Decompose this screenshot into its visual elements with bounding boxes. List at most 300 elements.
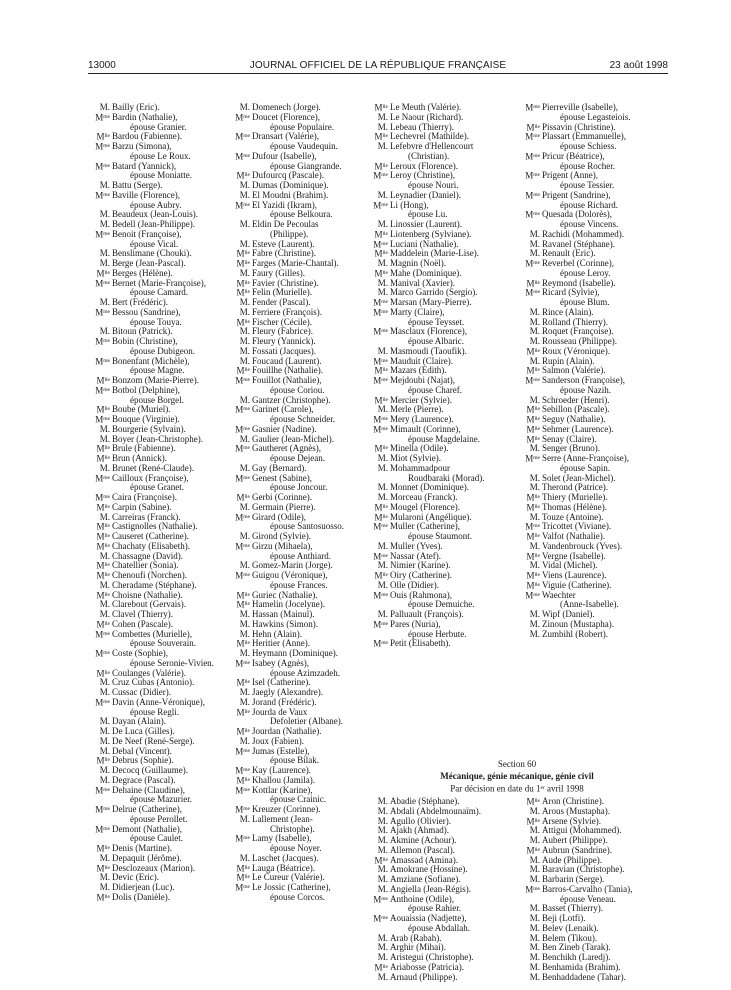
honorific: $M^{me}$: [525, 102, 540, 113]
honorific: M.: [529, 618, 540, 629]
honorific: $M^{lle}$: [526, 434, 540, 444]
person-name: Dolis (Danièle).: [112, 891, 170, 902]
person-name: Combettes (Murielle),: [112, 628, 192, 639]
honorific: $M^{me}$: [373, 638, 388, 649]
honorific: $M^{me}$: [373, 356, 388, 366]
honorific: M.: [529, 394, 540, 405]
honorific: $M^{lle}$: [236, 677, 250, 688]
person-name: épouse Schiess.: [560, 141, 617, 151]
person-name: Farges (Marie-Chantal).: [252, 258, 339, 268]
person-name: épouse Caulet.: [130, 833, 183, 844]
honorific: M.: [377, 971, 388, 982]
honorific: M.: [529, 511, 540, 522]
person-name: épouse Anthiard.: [270, 550, 331, 561]
person-name: Marsan (Mary-Pierre).: [390, 297, 472, 307]
honorific: M.: [239, 648, 250, 658]
honorific: $M^{lle}$: [236, 317, 250, 327]
person-name: Chatellier (Sonia).: [112, 560, 179, 571]
honorific: M.: [377, 141, 388, 151]
honorific: M.: [239, 560, 250, 571]
honorific: M.: [239, 336, 250, 346]
person-name: Felin (Murielle).: [252, 287, 312, 298]
person-name: Benhamida (Brahim).: [542, 961, 621, 972]
honorific: $M^{lle}$: [374, 131, 388, 142]
section-title: Section 60: [497, 759, 537, 769]
person-name: épouse Magne.: [130, 365, 185, 376]
person-name: Girond (Sylvie).: [252, 531, 311, 541]
honorific: $M^{lle}$: [96, 131, 110, 142]
person-name: Prigent (Sandrine),: [542, 189, 611, 200]
person-name: Leynadier (Daniel).: [390, 189, 461, 200]
honorific: M.: [529, 628, 540, 639]
person-name: Degrace (Pascal).: [112, 774, 176, 785]
person-name: Foucaud (Laurent).: [252, 355, 322, 366]
person-name: Carpin (Sabine).: [112, 501, 172, 512]
person-name: Defoletier (Albane).: [270, 716, 343, 727]
person-name: Tricottet (Viviane).: [542, 521, 612, 532]
person-name: Therond (Patrice).: [542, 482, 608, 493]
person-name: Boube (Muriel).: [112, 404, 171, 415]
person-name: Touze (Antoine).: [542, 511, 604, 522]
person-name: Clavel (Thierry).: [112, 609, 173, 619]
honorific: $M^{lle}$: [374, 443, 388, 454]
person-name: Fischer (Cécile).: [252, 316, 312, 327]
honorific: M.: [529, 825, 540, 836]
person-name: épouse Legasteiois.: [560, 111, 631, 122]
person-name: Viguie (Catherine).: [542, 579, 612, 590]
honorific: M.: [377, 835, 388, 845]
honorific: M.: [529, 835, 540, 845]
honorific: $M^{me}$: [525, 590, 540, 600]
person-name: Didierjean (Luc).: [112, 882, 175, 892]
person-name: Depaquit (Jérôme).: [112, 852, 182, 863]
honorific: M.: [239, 696, 250, 707]
section-subtitle: Mécanique, génie mécanique, génie civil: [440, 771, 594, 781]
honorific: M.: [377, 796, 388, 806]
person-name: Causeret (Catherine).: [112, 531, 189, 541]
honorific: $M^{me}$: [235, 785, 250, 795]
honorific: $M^{lle}$: [374, 855, 388, 865]
honorific: M.: [377, 219, 388, 229]
person-name: Fabre (Christine).: [252, 248, 316, 259]
honorific: $M^{lle}$: [236, 287, 250, 298]
person-name: Abadie (Stéphane).: [390, 796, 460, 806]
honorific: M.: [99, 579, 110, 590]
honorific: $M^{me}$: [235, 131, 250, 142]
honorific: $M^{me}$: [525, 151, 540, 162]
honorific: M.: [99, 258, 110, 268]
name-column-3: [366, 103, 506, 649]
person-name: Le Naour (Richard).: [390, 111, 464, 122]
person-name: Benhaddadene (Tahar).: [542, 971, 626, 982]
honorific: M.: [529, 443, 540, 454]
honorific: $M^{me}$: [95, 229, 110, 240]
honorific: $M^{lle}$: [526, 570, 540, 581]
person-name: épouse Lu.: [408, 209, 448, 220]
person-name: Thomas (Hélène).: [542, 501, 607, 512]
honorific: $M^{me}$: [373, 414, 388, 425]
person-name: Manival (Xavier).: [390, 277, 455, 288]
person-name: Debal (Vincent).: [112, 745, 172, 756]
person-name: Roquet (Françoise).: [542, 326, 614, 337]
person-name: Bouque (Virginie).: [112, 414, 180, 424]
person-name: Eldin De Pecoulas: [252, 219, 319, 229]
honorific: M.: [529, 482, 540, 493]
person-name: Berges (Hélène).: [112, 267, 173, 278]
person-name: Serre (Anne-Françoise),: [542, 453, 629, 463]
honorific: $M^{me}$: [95, 141, 110, 152]
honorific: $M^{me}$: [95, 804, 110, 815]
honorific: M.: [239, 462, 250, 473]
person-name: Le Cureur (Valérie).: [252, 872, 325, 883]
person-name: Lechevrel (Mathilde).: [390, 131, 469, 142]
person-name: Mougel (Florence).: [390, 501, 460, 512]
honorific: M.: [377, 345, 388, 356]
honorific: M.: [529, 864, 540, 875]
honorific: M.: [529, 971, 540, 982]
honorific: M.: [239, 180, 250, 190]
person-name: Chenoufi (Norchen).: [112, 570, 187, 580]
person-name: épouse Granet.: [130, 482, 184, 493]
honorific: $M^{lle}$: [96, 619, 110, 630]
person-name: Clarebout (Gervais).: [112, 599, 186, 610]
honorific: $M^{lle}$: [526, 502, 540, 513]
person-name: Viens (Laurence).: [542, 570, 607, 580]
person-name: El Moudni (Brahim).: [252, 189, 329, 200]
honorific: M.: [377, 883, 388, 894]
honorific: $M^{lle}$: [96, 521, 110, 532]
honorific: $M^{me}$: [525, 453, 540, 464]
person-name: Ouis (Rahmona),: [390, 589, 452, 600]
person-name: Fouillhe (Nathalie).: [252, 365, 323, 376]
person-name: Benoit (Françoise),: [112, 228, 182, 239]
person-name: Palluault (François).: [390, 609, 464, 619]
person-name: Mejdoubi (Najat),: [390, 375, 455, 385]
honorific: $M^{lle}$: [374, 102, 388, 113]
honorific: $M^{lle}$: [526, 122, 540, 132]
person-name: De Luca (Gilles).: [112, 726, 175, 736]
person-name: Gerbi (Corinne).: [252, 492, 312, 502]
person-name: Aron (Christine).: [542, 796, 604, 806]
person-name: Chachaty (Elisabeth).: [112, 540, 190, 551]
honorific: M.: [99, 180, 110, 190]
person-name: Fouillot (Nathalie),: [252, 375, 322, 385]
person-name: Rousseau (Philippe).: [542, 336, 617, 346]
person-name: Denis (Martine).: [112, 843, 172, 853]
person-name: Mauduit (Claire).: [390, 355, 453, 366]
honorific: $M^{me}$: [373, 521, 388, 532]
honorific: $M^{me}$: [525, 131, 540, 142]
person-name: Favier (Christine).: [252, 277, 319, 288]
person-name: Lallement (Jean-: [252, 813, 313, 824]
person-name: Hawkins (Simon).: [252, 618, 318, 629]
person-name: Muller (Catherine),: [390, 521, 460, 532]
name-column-2: [228, 103, 368, 903]
honorific: $M^{lle}$: [236, 365, 250, 376]
honorific: $M^{lle}$: [374, 161, 388, 171]
honorific: M.: [377, 932, 388, 943]
honorific: $M^{me}$: [525, 209, 540, 220]
honorific: $M^{me}$: [235, 658, 250, 669]
honorific: M.: [99, 687, 110, 697]
honorific: $M^{lle}$: [526, 816, 540, 826]
person-name: Jourda de Vaux: [252, 706, 308, 717]
person-name: Cohen (Pascale).: [112, 618, 173, 629]
person-name: Arnaud (Philippe).: [390, 971, 458, 982]
person-name: Benchikh (Laredj).: [542, 952, 611, 962]
person-name: épouse Aubry.: [130, 199, 182, 210]
person-name: Reverbel (Corinne),: [542, 258, 614, 268]
honorific: M.: [99, 511, 110, 522]
honorific: M.: [99, 852, 110, 863]
person-name: Hehn (Alain).: [252, 628, 302, 639]
honorific: $M^{lle}$: [96, 863, 110, 873]
honorific: M.: [99, 599, 110, 610]
honorific: $M^{lle}$: [374, 268, 388, 279]
person-name: Reymond (Isabelle).: [542, 277, 616, 288]
person-name: Bonzom (Marie-Pierre).: [112, 375, 199, 385]
honorific: M.: [529, 540, 540, 551]
person-name: (Christian).: [408, 150, 450, 161]
honorific: M.: [239, 735, 250, 746]
list-item: [518, 973, 658, 983]
person-name: Fossati (Jacques).: [252, 345, 316, 356]
honorific: M.: [99, 882, 110, 892]
person-name: (Anne-Isabelle).: [560, 599, 619, 610]
honorific: $M^{me}$: [235, 112, 250, 123]
honorific: $M^{lle}$: [96, 502, 110, 513]
honorific: M.: [529, 336, 540, 346]
honorific: $M^{me}$: [525, 190, 540, 201]
person-name: Guigou (Véronique),: [252, 570, 328, 580]
person-name: Delrue (Catherine),: [112, 804, 182, 814]
honorific: M.: [377, 560, 388, 571]
person-name: Pissavin (Christine).: [542, 121, 616, 132]
honorific: M.: [239, 628, 250, 639]
person-name: épouse Vaudequin.: [270, 141, 338, 151]
person-name: épouse Rocher.: [560, 160, 615, 171]
honorific: M.: [99, 248, 110, 259]
person-name: Rolland (Thierry).: [542, 316, 608, 327]
honorific: $M^{lle}$: [526, 551, 540, 561]
honorific: $M^{me}$: [373, 424, 388, 435]
person-name: épouse Demuiche.: [408, 599, 475, 610]
honorific: M.: [239, 326, 250, 337]
person-name: épouse Frances.: [270, 579, 328, 590]
person-name: Nimier (Karine).: [390, 560, 451, 571]
person-name: Genest (Sabine),: [252, 472, 312, 483]
person-name: épouse Granier.: [130, 121, 187, 132]
person-name: Baville (Florence),: [112, 189, 180, 200]
honorific: $M^{me}$: [373, 619, 388, 630]
person-name: Christophe).: [270, 823, 315, 834]
honorific: M.: [529, 961, 540, 972]
honorific: $M^{me}$: [235, 833, 250, 844]
honorific: $M^{me}$: [235, 541, 250, 552]
honorific: $M^{me}$: [525, 884, 540, 895]
honorific: M.: [377, 482, 388, 493]
person-name: Cussac (Didier).: [112, 687, 171, 697]
person-name: Lefebvre d'Hellencourt: [390, 141, 474, 151]
person-name: Li (Hong),: [390, 199, 429, 210]
honorific: $M^{me}$: [95, 629, 110, 639]
person-name: Mazars (Edith).: [390, 365, 447, 376]
person-name: Dufourcq (Pascale).: [252, 170, 324, 181]
person-name: Waechter: [542, 589, 576, 600]
person-name: Barzu (Simona),: [112, 141, 172, 151]
person-name: épouse Schneider.: [270, 414, 335, 424]
honorific: M.: [239, 852, 250, 863]
person-name: épouse Regli.: [130, 706, 179, 717]
honorific: M.: [377, 404, 388, 415]
header-rule: [88, 73, 668, 74]
honorific: $M^{lle}$: [96, 560, 110, 571]
honorific: $M^{me}$: [95, 473, 110, 483]
person-name: Brule (Fabienne).: [112, 443, 176, 454]
honorific: M.: [99, 716, 110, 727]
honorific: M.: [377, 121, 388, 132]
honorific: $M^{me}$: [373, 297, 388, 308]
person-name: Marty (Claire),: [390, 306, 445, 317]
honorific: M.: [529, 228, 540, 239]
person-name: Liotenberg (Sylviane).: [390, 228, 472, 239]
person-name: Maddelein (Marie-Lise).: [390, 248, 479, 259]
person-name: épouse Herbute.: [408, 628, 467, 639]
person-name: Sebillon (Pascale).: [542, 404, 610, 415]
person-name: Brunet (René-Claude).: [112, 462, 194, 473]
honorific: M.: [529, 609, 540, 619]
honorific: $M^{lle}$: [236, 278, 250, 288]
honorific: M.: [529, 355, 540, 366]
honorific: $M^{me}$: [95, 161, 110, 171]
honorific: M.: [377, 258, 388, 268]
person-name: Carreiras (Franck).: [112, 511, 181, 522]
list-item: [366, 191, 506, 201]
person-name: épouse Azimzadeh.: [270, 667, 340, 678]
person-name: Magnin (Noël).: [390, 258, 446, 268]
person-name: Jorand (Frédéric).: [252, 696, 317, 707]
honorific: $M^{lle}$: [236, 258, 250, 269]
honorific: $M^{me}$: [525, 375, 540, 386]
person-name: Arous (Mustapha).: [542, 805, 610, 816]
person-name: Prigent (Anne),: [542, 170, 598, 181]
honorific: $M^{me}$: [373, 913, 388, 924]
person-name: Quesada (Dolorès),: [542, 209, 612, 220]
honorific: $M^{me}$: [235, 765, 250, 776]
person-name: Rachidi (Mohammed).: [542, 228, 624, 239]
person-name: Beji (Lotfi).: [542, 913, 586, 923]
person-name: Le Meuth (Valérie).: [390, 102, 462, 112]
list-item: [88, 893, 228, 903]
honorific: $M^{lle}$: [96, 755, 110, 766]
person-name: Petit (Elisabeth).: [390, 638, 451, 649]
person-name: Fleury (Fabrice).: [252, 326, 313, 337]
person-name: Luciani (Nathalie).: [390, 238, 459, 249]
person-name: Marco Garrido (Sergio).: [390, 287, 478, 298]
person-name: Attigui (Mohammed).: [542, 825, 622, 836]
honorific: M.: [239, 394, 250, 405]
person-name: Faury (Gilles).: [252, 267, 305, 278]
person-name: Roux (Véronique).: [542, 345, 610, 356]
honorific: M.: [239, 306, 250, 317]
honorific: M.: [239, 219, 250, 229]
person-name: Amokrane (Hossine).: [390, 864, 468, 875]
person-name: Germain (Pierre).: [252, 501, 316, 512]
person-name: épouse Tessier.: [560, 180, 615, 190]
person-name: épouse Coriou.: [270, 384, 325, 395]
person-name: Senger (Bruno).: [542, 443, 600, 454]
person-name: Berge (Jean-Pascal).: [112, 258, 186, 268]
person-name: Seguy (Nathalie).: [542, 414, 606, 424]
person-name: Allemon (Pascal).: [390, 844, 455, 855]
person-name: Anthoine (Odile),: [390, 893, 454, 904]
person-name: épouse Mazurier.: [130, 794, 192, 805]
honorific: $M^{me}$: [235, 424, 250, 435]
person-name: Jumas (Estelle),: [252, 745, 310, 756]
person-name: Ajakh (Ahmad).: [390, 825, 449, 836]
honorific: M.: [239, 355, 250, 366]
person-name: Girard (Odile),: [252, 511, 306, 522]
honorific: M.: [377, 540, 388, 551]
person-name: Caira (Françoise).: [112, 492, 177, 502]
person-name: Barbarin (Serge).: [542, 874, 605, 884]
honorific: $M^{lle}$: [236, 590, 250, 600]
honorific: M.: [99, 550, 110, 561]
honorific: $M^{me}$: [373, 307, 388, 318]
honorific: M.: [99, 209, 110, 220]
person-name: Thiery (Murielle).: [542, 492, 608, 502]
person-name: Dumas (Dominique).: [252, 180, 329, 190]
person-name: Arab (Rabah).: [390, 932, 442, 943]
person-name: Belem (Tikou).: [542, 932, 598, 943]
person-name: Benslimane (Chouki).: [112, 248, 192, 259]
honorific: M.: [99, 609, 110, 619]
person-name: Ferriere (François).: [252, 306, 322, 317]
person-name: épouse Leroy.: [560, 267, 611, 278]
person-name: Hamelin (Jocelyne).: [252, 599, 325, 610]
person-name: Muller (Yves).: [390, 540, 443, 551]
honorific: M.: [239, 267, 250, 278]
person-name: Belev (Lenaik).: [542, 922, 599, 933]
honorific: M.: [99, 102, 110, 112]
honorific: $M^{me}$: [95, 190, 110, 201]
honorific: $M^{me}$: [95, 785, 110, 795]
honorific: M.: [377, 942, 388, 953]
honorific: $M^{lle}$: [96, 531, 110, 542]
person-name: Aouaissia (Nadjette),: [390, 913, 467, 923]
honorific: $M^{lle}$: [96, 541, 110, 552]
page-number: 13000: [88, 60, 116, 71]
honorific: $M^{lle}$: [526, 404, 540, 415]
section-column-1: [366, 797, 506, 982]
person-name: Arghir (Mihai).: [390, 942, 446, 953]
honorific: M.: [377, 844, 388, 855]
page-header: [88, 60, 668, 74]
honorific: $M^{me}$: [95, 356, 110, 366]
honorific: M.: [99, 726, 110, 736]
person-name: Kay (Laurence).: [252, 765, 311, 775]
honorific: $M^{me}$: [525, 170, 540, 181]
honorific: $M^{lle}$: [374, 229, 388, 240]
person-name: épouse Belkoura.: [270, 209, 333, 220]
publication-date: 23 août 1998: [609, 60, 668, 71]
honorific: M.: [529, 922, 540, 933]
person-name: épouse Teysset.: [408, 316, 465, 327]
honorific: $M^{me}$: [373, 239, 388, 249]
honorific: M.: [529, 854, 540, 865]
honorific: $M^{me}$: [95, 278, 110, 288]
honorific: $M^{me}$: [235, 443, 250, 454]
